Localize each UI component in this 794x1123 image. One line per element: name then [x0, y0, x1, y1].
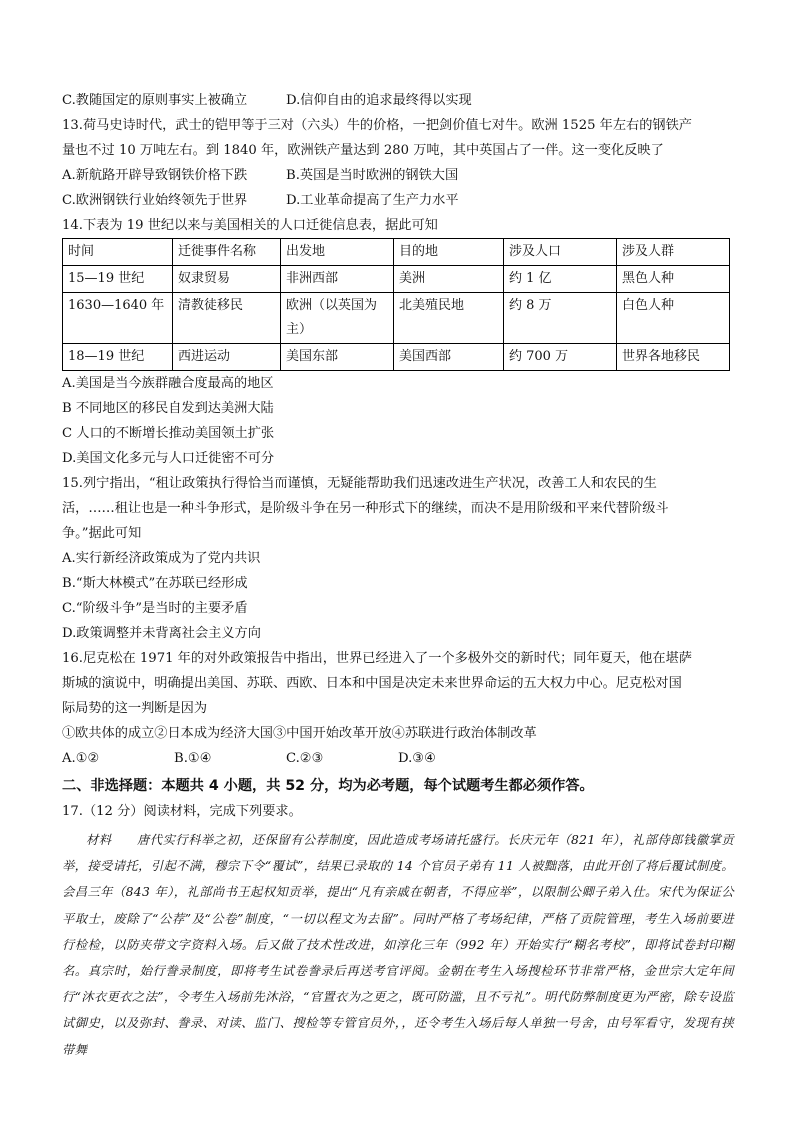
q13-option-a: A.新航路开辟导致钢铁价格下跌	[62, 168, 248, 183]
table-row	[63, 344, 730, 371]
table-header-cell: 目的地	[394, 239, 504, 266]
q12-options	[62, 88, 734, 113]
q13-option-b: B.英国是当时欧洲的钢铁大国	[286, 168, 459, 183]
section-heading: 二、非选择题：本题共 4 小题，共 52 分，均为必考题，每个试题考生都必须作答。	[62, 778, 594, 794]
table-cell: 西进运动	[173, 344, 281, 371]
q12-option-d: D.信仰自由的追求最终得以实现	[286, 93, 472, 108]
q13-options-row-1	[62, 163, 734, 188]
q15-option-d: D.政策调整并未背离社会主义方向	[62, 626, 261, 641]
table-cell: 白色人种	[617, 293, 730, 344]
q16-stem-line-1: 16.尼克松在 1971 年的对外政策报告中指出，世界已经进入了一个多极外交的新时代；同年夏天，他在堪萨	[62, 651, 692, 666]
table-cell: 北美殖民地	[394, 293, 504, 344]
q16-option-b: B.①④	[174, 751, 212, 766]
table-header-cell: 时间	[63, 239, 173, 266]
q15-stem-line-1: 15.列宁指出，“租让政策执行得恰当而谨慎，无疑能帮助我们迅速改进生产状况，改善工人和农民的生	[62, 476, 657, 491]
exam-page	[62, 88, 734, 1063]
table-cell: 非洲西部	[281, 266, 394, 293]
table-cell: 约 700 万	[504, 344, 617, 371]
q16-option-d: D.③④	[398, 751, 436, 766]
table-header-cell: 涉及人口	[504, 239, 617, 266]
q14-option-c: C 人口的不断增长推动美国领土扩张	[62, 426, 275, 441]
q14-stem: 14.下表为 19 世纪以来与美国相关的人口迁徙信息表，据此可知	[62, 218, 438, 233]
table-header-row	[63, 239, 730, 266]
q17-stem: 17.（12 分）阅读材料，完成下列要求。	[62, 804, 302, 819]
table-cell: 约 1 亿	[504, 266, 617, 293]
q15-stem-line-3: 争。”据此可知	[62, 526, 142, 541]
table-cell: 欧洲（以英国为主）	[281, 293, 394, 344]
q15-option-a: A.实行新经济政策成为了党内共识	[62, 551, 261, 566]
table-cell: 美国东部	[281, 344, 394, 371]
q16-stem-line-3: 际局势的这一判断是因为	[62, 701, 208, 716]
table-cell: 15—19 世纪	[63, 266, 173, 293]
q13-stem-line-1: 13.荷马史诗时代，武士的铠甲等于三对（六头）牛的价格，一把剑价值七对牛。欧洲 1525 年左右的钢铁产	[62, 118, 692, 133]
q13-stem-line-2: 量也不过 10 万吨左右。到 1840 年，欧洲铁产量达到 280 万吨，其中英国占了一伴。这一变化反映了	[62, 143, 664, 158]
q16-stem-line-2: 斯城的演说中，明确提出美国、苏联、西欧、日本和中国是决定未来世界命运的五大权力中心。尼克松对国	[62, 676, 682, 691]
table-cell: 1630—1640 年	[63, 293, 173, 344]
q12-option-c: C.教随国定的原则事实上被确立	[62, 93, 248, 108]
q16-items: ①欧共体的成立②日本成为经济大国③中国开始改革开放④苏联进行政治体制改革	[62, 726, 537, 741]
q16-option-c: C.②③	[286, 751, 324, 766]
q13-option-d: D.工业革命提高了生产力水平	[286, 193, 459, 208]
migration-table	[62, 238, 730, 371]
table-header-cell: 涉及人群	[617, 239, 730, 266]
table-header-cell: 迁徙事件名称	[173, 239, 281, 266]
table-header-cell: 出发地	[281, 239, 394, 266]
q15-stem-line-2: 活，……租让也是一种斗争形式，是阶级斗争在另一种形式下的继续，而决不是用阶级和平来代替阶级斗	[62, 501, 669, 516]
table-cell: 世界各地移民	[617, 344, 730, 371]
table-row	[63, 293, 730, 344]
table-cell: 美国西部	[394, 344, 504, 371]
q14-option-d: D.美国文化多元与人口迁徙密不可分	[62, 451, 275, 466]
table-cell: 约 8 万	[504, 293, 617, 344]
q14-option-a: A.美国是当今族群融合度最高的地区	[62, 376, 274, 391]
q17-material: 材料 唐代实行科举之初，还保留有公荐制度，因此造成考场请托盛行。长庆元年（821 年），礼部侍郎钱徽掌贡举，接受请托，引起不满，穆宗下令“覆试”，结果已录取的 14 个官员子弟有 11 人被黜落，由此开创了将后覆试制度。会昌三年（843 年），礼部尚书王起权知贡举，提出“凡有亲戚在朝者，不得应举”，以限制公卿子弟入仕。宋代为保证公平取士，废除了“公荐”及“公卷”制度，“一切以程文为去留”。同时严格了考场纪律，严格了贡院管理，考生入场前要进行检检，以防夹带文字资料入场。后又做了技术性改进，如淳化三年（992 年）开始实行“糊名考校”，即将试卷封印糊名。真宗时，始行誊录制度，即将考生试卷誊录后再送考官评阅。金朝在考生入场搜检环节非常严格，金世宗大定年间行“沐衣更衣之法”，令考生入场前先沐浴，“官置衣为之更之，既可防滥，且不亏礼”。明代防弊制度更为严密，除专设监试御史，以及弥封、誊录、对读、监门、搜检等专管官员外，，还令考生入场后每人单独一号舍，由号军看守，发现有挟带舞	[62, 833, 734, 1057]
q16-option-a: A.①②	[62, 751, 100, 766]
q15-option-b: B.“斯大林模式”在苏联已经形成	[62, 576, 248, 591]
q16-options	[62, 746, 734, 771]
q13-options-row-2	[62, 188, 734, 213]
table-cell: 清教徒移民	[173, 293, 281, 344]
table-cell: 美洲	[394, 266, 504, 293]
table-cell: 18—19 世纪	[63, 344, 173, 371]
table-cell: 奴隶贸易	[173, 266, 281, 293]
q14-option-b: B 不同地区的移民自发到达美洲大陆	[62, 401, 274, 416]
table-cell: 黑色人种	[617, 266, 730, 293]
q13-option-c: C.欧洲钢铁行业始终领先于世界	[62, 193, 248, 208]
q15-option-c: C.“阶级斗争”是当时的主要矛盾	[62, 601, 248, 616]
table-row	[63, 266, 730, 293]
